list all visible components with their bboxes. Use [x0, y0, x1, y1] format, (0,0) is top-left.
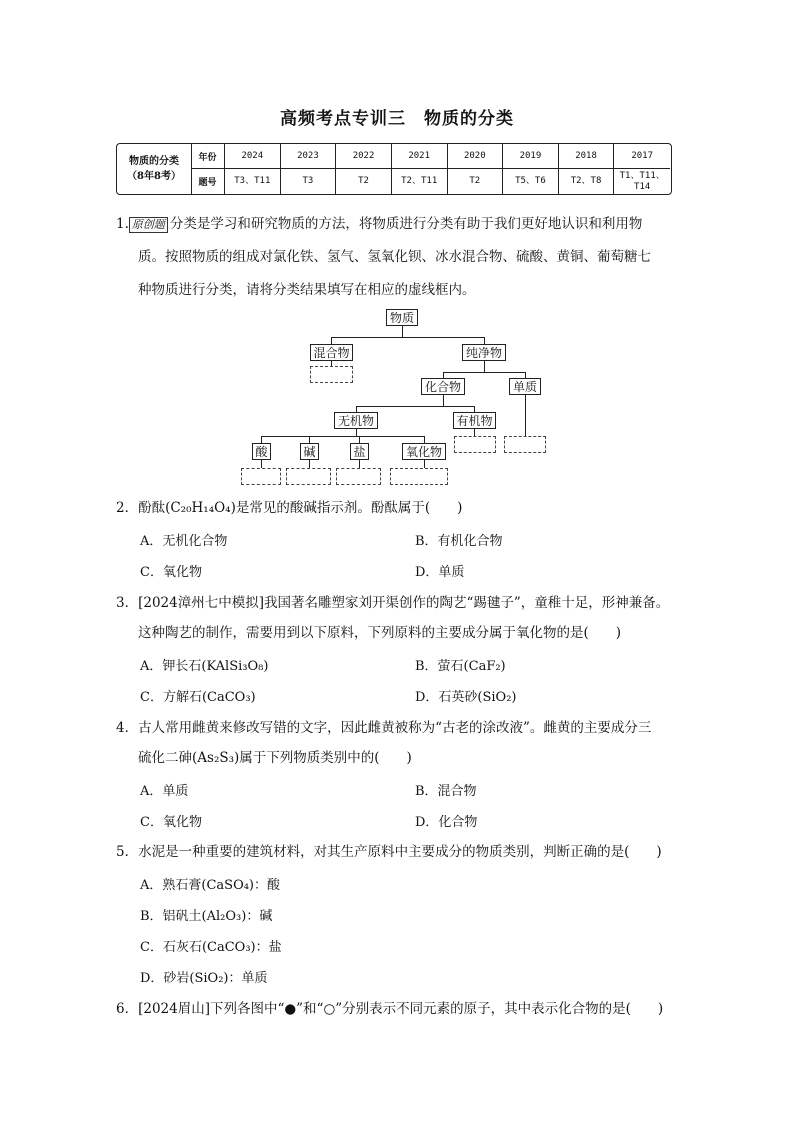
question-3: 3．[2024漳州七中模拟]我国著名雕塑家刘开渠创作的陶艺“踢毽子”，童稚十足，形神兼备。	[116, 595, 670, 611]
answer-box-base[interactable]	[286, 468, 331, 485]
table-year-cell: 2023	[281, 144, 337, 169]
option-d[interactable]: D．石英砂(SiO₂)	[415, 690, 517, 705]
table-number-cell: T2	[336, 169, 392, 194]
table-number-cell: T2	[448, 169, 504, 194]
table-year-cell: 2017	[614, 144, 670, 169]
table-number-header: 题号	[191, 169, 225, 194]
node-compound: 化合物	[421, 378, 465, 395]
option-a[interactable]: A．钾长石(KAlSi₃O₈)	[140, 659, 269, 674]
question-text: 这种陶艺的制作，需要用到以下原料，下列原料的主要成分属于氧化物的是( )	[138, 625, 622, 641]
table-year-cell: 2020	[448, 144, 504, 169]
question-4: 4．古人常用雌黄来修改写错的文字，因此雌黄被称为“古老的涂改液”。雌黄的主要成分三	[116, 720, 652, 736]
option-a[interactable]: A．熟石膏(CaSO₄)：酸	[140, 878, 281, 893]
classification-diagram	[0, 0, 794, 500]
answer-box-element[interactable]	[504, 436, 546, 453]
table-number-cell: T5、T6	[503, 169, 559, 194]
original-question-tag: 原创题	[129, 217, 168, 233]
option-b[interactable]: B．有机化合物	[415, 534, 503, 549]
answer-box-oxide[interactable]	[390, 468, 448, 485]
table-number-cell: T1、T11、T14	[619, 170, 665, 192]
question-text: 种物质进行分类，请将分类结果填写在相应的虚线框内。	[138, 282, 476, 298]
table-number-cell: T3	[281, 169, 337, 194]
question-text: 硫化二砷(As₂S₃)属于下列物质类别中的( )	[138, 750, 412, 766]
option-d[interactable]: D．化合物	[415, 815, 478, 830]
node-oxide: 氧化物	[402, 443, 446, 460]
option-a[interactable]: A．无机化合物	[140, 534, 228, 549]
node-element: 单质	[509, 378, 541, 395]
option-a[interactable]: A．单质	[140, 784, 189, 799]
question-5: 5．水泥是一种重要的建筑材料，对其生产原料中主要成分的物质类别，判断正确的是( )	[116, 844, 662, 860]
node-organic: 有机物	[453, 412, 496, 429]
table-number-cell: T3、T11	[225, 169, 281, 194]
table-year-cell: 2019	[503, 144, 559, 169]
node-base: 碱	[300, 443, 319, 460]
table-number-cell: T2、T8	[559, 169, 615, 194]
option-d[interactable]: D．单质	[415, 565, 465, 580]
node-salt: 盐	[350, 443, 369, 460]
node-matter: 物质	[386, 309, 418, 326]
table-year-header: 年份	[191, 144, 225, 169]
node-inorganic: 无机物	[334, 412, 378, 429]
table-year-cell: 2022	[336, 144, 392, 169]
answer-box-organic[interactable]	[454, 436, 496, 453]
table-topic-label: 物质的分类	[129, 156, 179, 167]
question-number: 1.	[116, 216, 129, 232]
answer-box-mixture[interactable]	[310, 366, 353, 383]
answer-box-salt[interactable]	[336, 468, 381, 485]
table-topic-count: （8年8考）	[127, 171, 181, 182]
node-pure-substance: 纯净物	[462, 344, 506, 361]
question-2: 2．酚酞(C₂₀H₁₄O₄)是常见的酸碱指示剂。酚酞属于( )	[116, 500, 463, 516]
answer-box-acid[interactable]	[241, 468, 281, 485]
option-c[interactable]: C．氧化物	[140, 565, 202, 580]
option-b[interactable]: B．混合物	[415, 784, 477, 799]
table-number-cell: T2、T11	[392, 169, 448, 194]
page-title: 高频考点专训三 物质的分类	[280, 109, 514, 129]
option-c[interactable]: C．方解石(CaCO₃)	[140, 690, 256, 705]
option-b[interactable]: B．铝矾土(Al₂O₃)：碱	[140, 909, 273, 924]
table-year-cell: 2024	[225, 144, 281, 169]
question-6: 6．[2024眉山]下列各图中“●”和“○”分别表示不同元素的原子，其中表示化合物的是( )	[116, 1001, 664, 1017]
option-c[interactable]: C．氧化物	[140, 815, 202, 830]
table-year-cell: 2021	[392, 144, 448, 169]
node-mixture: 混合物	[310, 344, 353, 361]
question-text: 质。按照物质的组成对氯化铁、氢气、氢氧化钡、冰水混合物、硫酸、黄铜、葡萄糖七	[138, 249, 651, 265]
question-text: 分类是学习和研究物质的方法，将物质进行分类有助于我们更好地认识和利用物	[169, 216, 643, 232]
node-acid: 酸	[252, 443, 271, 460]
option-d[interactable]: D．砂岩(SiO₂)：单质	[140, 971, 268, 986]
option-b[interactable]: B．萤石(CaF₂)	[415, 659, 506, 674]
table-year-cell: 2018	[559, 144, 615, 169]
option-c[interactable]: C．石灰石(CaCO₃)：盐	[140, 940, 282, 955]
